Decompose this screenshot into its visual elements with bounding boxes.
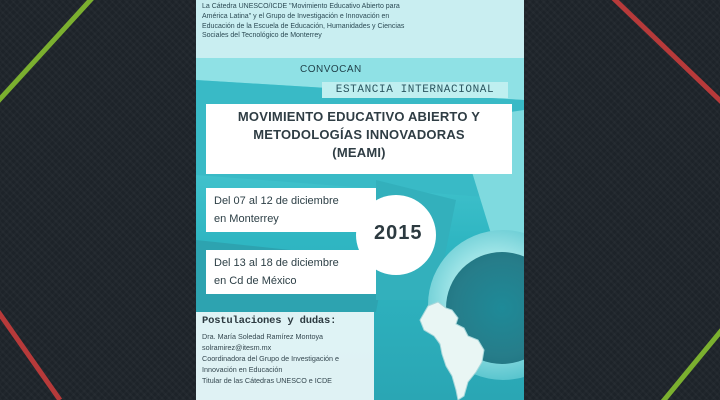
stripe-green-right — [660, 320, 720, 400]
date-monterrey: Del 07 al 12 de diciembre en Monterrey — [214, 195, 339, 225]
intro-line: América Latina" y el Grupo de Investigación e Innovación en — [202, 12, 390, 20]
contact-role: Coordinadora del Grupo de Investigación e — [202, 354, 340, 363]
contact-titular: Titular de las Cátedras UNESCO e ICDE — [202, 376, 332, 385]
estancia-banner: ESTANCIA INTERNACIONAL — [322, 82, 508, 98]
stripe-red-left — [0, 300, 60, 400]
poster — [196, 0, 524, 400]
intro-line: La Cátedra UNESCO/ICDE "Movimiento Educativo Abierto para — [202, 3, 400, 10]
stripe-red-right — [610, 0, 720, 110]
contact-email: solramirez@itesm.mx — [202, 343, 272, 352]
date-mexico: Del 13 al 18 de diciembre en Cd de México — [214, 257, 339, 287]
intro-line: Sociales del Tecnológico de Monterrey — [202, 32, 322, 40]
event-year: 2015 — [374, 222, 423, 244]
event-title: MOVIMIENTO EDUCATIVO ABIERTO Y METODOLOGÍAS INNOVADORAS (MEAMI) — [237, 109, 481, 160]
postulaciones-heading: Postulaciones y dudas: — [202, 315, 337, 327]
stripe-green-left — [0, 0, 95, 110]
contact-name: Dra. María Soledad Ramírez Montoya — [202, 332, 324, 341]
convocan-heading: CONVOCAN — [300, 64, 362, 75]
contact-role-cont: Innovación en Educación — [202, 365, 283, 374]
contact-info — [202, 331, 374, 386]
intro-line: Educación de la Escuela de Educación, Humanidades y Ciencias — [202, 22, 405, 30]
